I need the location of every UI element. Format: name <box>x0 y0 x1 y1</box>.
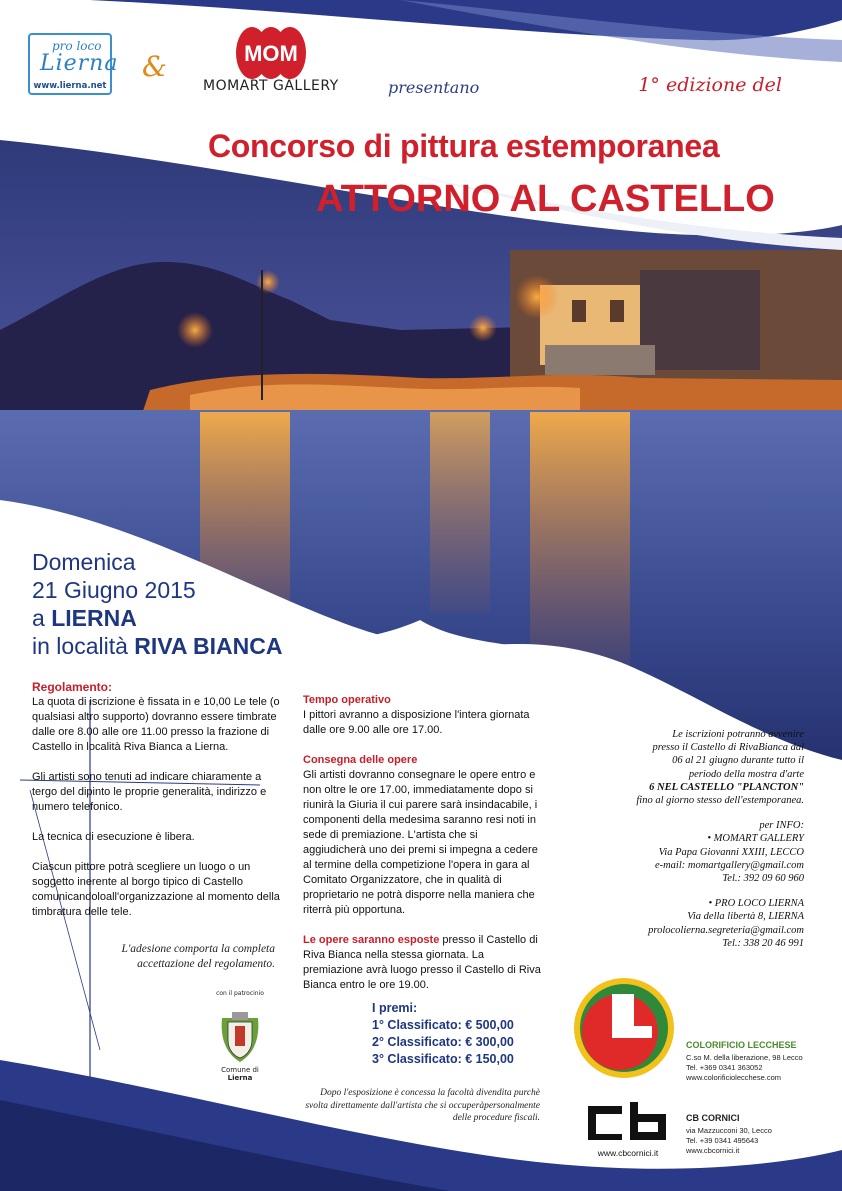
cb-cornici-address: via Mazzucconi 30, Lecco <box>686 1126 772 1135</box>
cb-cornici-url[interactable]: www.cbcornici.it <box>597 1148 659 1158</box>
colorificio-phone: Tel. +369 0341 363052 <box>686 1063 763 1072</box>
cb-cornici-logo-icon <box>582 1100 672 1144</box>
regolamento-paragraph: Ciascun pittore potrà scegliere un luogo o un soggetto inerente al borgo tipico di Castello comunicandoloall'organizzazione al momento della timbratura delle tele. <box>32 861 280 918</box>
tempo-text: I pittori avranno a disposizione l'intera giornata dalle ore 9.00 alle ore 17.00. <box>303 709 530 736</box>
title-line-1: Concorso di pittura estemporanea <box>208 128 720 164</box>
adesione-note: L'adesione comporta la completa accettazione del regolamento. <box>121 943 275 970</box>
sale-note: Dopo l'esposizione è concessa la facoltà divendita purchè svolta direttamente dall'artista che si occuperàpersonalmente delle procedure fiscali. <box>305 1088 540 1123</box>
ampersand: & <box>142 50 167 83</box>
proloco-logo <box>28 33 119 95</box>
regolamento-paragraph: Gli artisti sono tenuti ad indicare chiaramente a tergo del dipinto le proprie generalità, indirizzo e numero telefonico. <box>32 771 267 813</box>
prize-item: 1° Classificato: € 500,00 <box>372 1018 514 1032</box>
prizes-heading: I premi: <box>372 1001 418 1015</box>
event-day: Domenica <box>32 549 136 575</box>
middle-column <box>303 693 543 993</box>
prize-item: 3° Classificato: € 150,00 <box>372 1052 514 1066</box>
regolamento-heading: Regolamento: <box>32 680 113 694</box>
presentano: presentano <box>388 78 480 97</box>
event-place: RIVA BIANCA <box>134 633 283 659</box>
colorificio-name: COLORIFICIO LECCHESE <box>686 1040 797 1050</box>
momart-gallery-name: MOMART GALLERY <box>203 78 339 94</box>
iscrizioni-line: presso il Castello di RivaBianca dal <box>652 742 804 754</box>
proloco-contact-email[interactable]: prolocolierna.segreteria@gmail.com <box>648 924 804 936</box>
event-town: LIERNA <box>51 605 137 631</box>
proloco-contact-address: Via della libertà 8, LIERNA <box>687 911 804 923</box>
patrocinio-label: con il patrocinio <box>216 990 264 997</box>
proloco-url: www.lierna.net <box>33 81 107 91</box>
momart-contact-name: • MOMART GALLERY <box>707 833 804 845</box>
regolamento-paragraph: La quota di iscrizione è fissata in e 10,00 Le tele (o qualsiasi altro supporto) dovranno essere timbrate dalle ore 8.00 alle ore 11.00 presso la frazione di Castello in località Riva Bianca a Lierna. <box>32 696 280 753</box>
mostra-name: 6 NEL CASTELLO "PLANCTON" <box>649 781 804 793</box>
cb-cornici-phone: Tel. +39 0341 495643 <box>686 1136 759 1145</box>
proloco-contact-name: • PRO LOCO LIERNA <box>708 898 804 910</box>
consegna-heading: Consegna delle opere <box>303 754 418 766</box>
proloco-contact-phone: Tel.: 338 20 46 991 <box>722 937 804 949</box>
proloco-logo-name: Lierna <box>40 51 119 76</box>
cb-cornici-info <box>686 1126 772 1156</box>
esposte-heading: Le opere saranno esposte <box>303 934 440 946</box>
momart-contact-address: Via Papa Giovanni XXIII, LECCO <box>658 846 804 858</box>
iscrizioni-line: Le iscrizioni potranno avvenire <box>672 729 804 740</box>
fino-line: fino al giorno stesso dell'estemporanea. <box>636 795 804 807</box>
colorificio-logo-icon <box>572 976 676 1080</box>
iscrizioni-line: periodo della mostra d'arte <box>688 768 804 780</box>
regolamento-section <box>32 680 282 935</box>
comune-label <box>205 1066 275 1082</box>
momart-contact-phone: Tel.: 392 09 60 960 <box>722 873 804 885</box>
title-line-2: ATTORNO AL CASTELLO <box>316 178 775 220</box>
colorificio-info <box>686 1053 803 1083</box>
comune-di: Comune di <box>221 1066 259 1074</box>
tempo-heading: Tempo operativo <box>303 694 391 706</box>
colorificio-website[interactable]: www.colorificiolecchese.com <box>686 1073 782 1082</box>
event-in-localita: in località <box>32 633 128 659</box>
colorificio-address: C.so M. della liberazione, 98 Lecco <box>686 1053 803 1062</box>
edition-label: 1° edizione del <box>638 74 782 96</box>
momart-logo-letters: MOM <box>244 41 298 66</box>
regolamento-paragraph: La tecnica di esecuzione è libera. <box>32 831 195 843</box>
consegna-text: Gli artisti dovranno consegnare le opere entro e non oltre le ore 17.00, immediatamente dopo si riunirà la Giuria il cui parere sarà insindacabile, i componenti della medesima saranno resi noti in sede di premiazione. L'artista che si aggiudicherà uno dei premi si impegna a cedere al termine della competizione l'opera in gara al Comitato Organizzatore, che in qualità di proprietario ne potrà disporre nella maniera che riterrà più opportuna. <box>303 769 538 916</box>
per-info-label: per INFO: <box>759 820 804 832</box>
info-column <box>596 728 804 950</box>
cb-cornici-website[interactable]: www.cbcornici.it <box>686 1146 740 1155</box>
event-date-block <box>32 548 283 660</box>
proloco-logo-top: pro loco <box>52 39 102 53</box>
prize-item: 2° Classificato: € 300,00 <box>372 1035 514 1049</box>
esposte-text: presso il Castello di Riva Bianca nella stessa giornata. La premiazione avrà luogo presso il Castello di Riva Bianca entro le ore 19.00. <box>303 934 541 991</box>
comune-town: Lierna <box>227 1074 253 1082</box>
event-date: 21 Giugno 2015 <box>32 577 196 603</box>
cb-cornici-name: CB CORNICI <box>686 1113 740 1123</box>
momart-contact-email[interactable]: e-mail: momartgallery@gmail.com <box>654 859 804 871</box>
comune-crest-icon <box>218 1010 262 1066</box>
event-a: a <box>32 605 45 631</box>
prizes-block <box>372 1000 514 1068</box>
iscrizioni-line: 06 al 21 giugno durante tutto il <box>672 755 804 767</box>
esposte-paragraph <box>303 933 543 993</box>
